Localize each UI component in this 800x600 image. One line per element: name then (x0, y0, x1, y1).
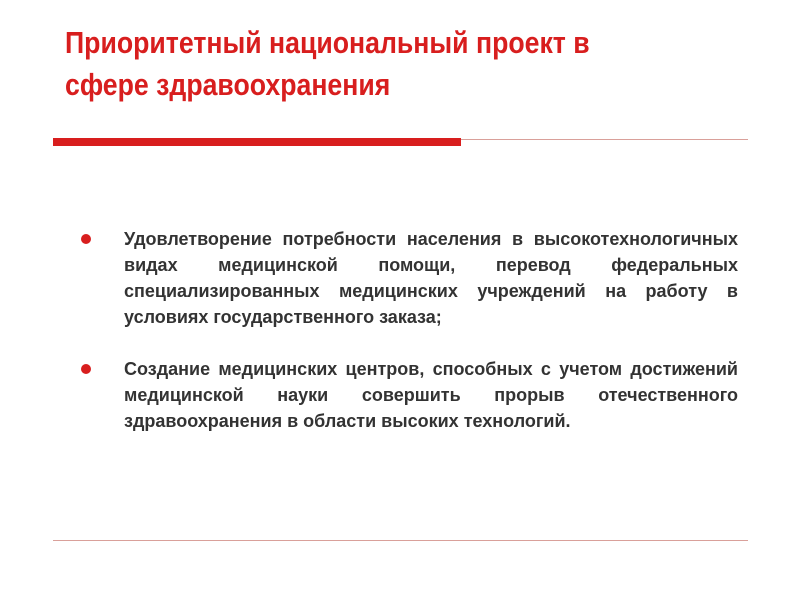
bullet-text: Создание медицинских центров, способных с учетом достижений медицинской науки совершить прорыв отечественного здравоохранения в области высоких технологий. (124, 359, 738, 431)
bullet-text: Удовлетворение потребности населения в высокотехнологичных видах медицинской помощи, перевод федеральных специализированных медицинских учреждений на работу в условиях государственного заказа; (124, 229, 738, 327)
slide-title: Приоритетный национальный проект в сфере здравоохранения (65, 25, 590, 102)
bullet-item (78, 226, 738, 330)
bullet-dot-icon (81, 234, 91, 244)
bullet-list (78, 226, 738, 460)
footer-rule (53, 540, 748, 541)
title-underline-thick (53, 138, 461, 146)
bullet-item (78, 356, 738, 434)
bullet-dot-icon (81, 364, 91, 374)
